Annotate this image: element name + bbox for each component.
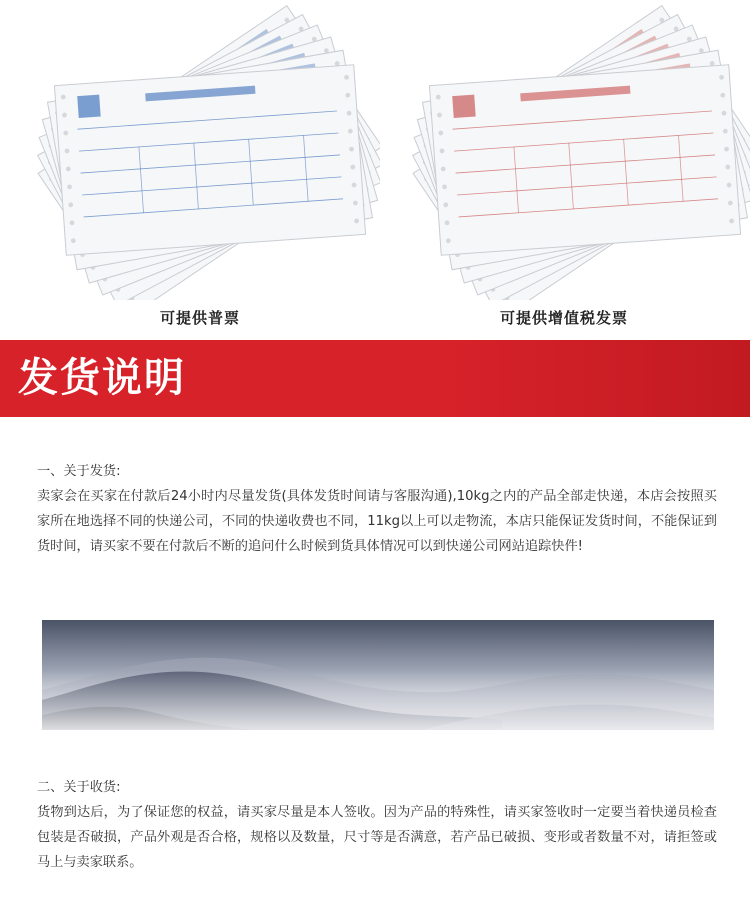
shipping-section xyxy=(37,459,717,559)
general-invoice-caption: 可提供普票 xyxy=(160,309,241,327)
mountain-landscape-image xyxy=(42,620,714,730)
shipping-heading: 一、关于发货: xyxy=(37,464,121,479)
banner-gradient xyxy=(430,340,750,417)
shipping-banner xyxy=(0,340,750,417)
shipping-text: 卖家会在买家在付款后24小时内尽量发货(具体发货时间请与客服沟通),10kg之内的产品全部走快递，本店会按照买家所在地选择不同的快递公司，不同的快递收费也不同，11kg以上可以走物流，本店只能保证发货时间，不能保证到货时间，请买家不要在付款后不断的追问什么时候到货具体情况可以到快递公司网站追踪快件! xyxy=(37,489,717,554)
vat-invoice-caption: 可提供增值税发票 xyxy=(500,309,629,327)
receiving-section xyxy=(37,775,717,875)
vat-invoice-sheet xyxy=(429,65,740,256)
general-invoice-image xyxy=(20,0,380,300)
banner-title: 发货说明 xyxy=(18,355,186,401)
general-invoice-sheet xyxy=(54,65,365,256)
receiving-heading: 二、关于收货: xyxy=(37,780,121,795)
vat-invoice-image xyxy=(395,0,750,300)
receiving-text: 货物到达后，为了保证您的权益，请买家尽量是本人签收。因为产品的特殊性，请买家签收时一定要当着快递员检查包装是否破损，产品外观是否合格，规格以及数量，尺寸等是否满意，若产品已破损、变形或者数量不对，请拒签或马上与卖家联系。 xyxy=(37,805,717,870)
